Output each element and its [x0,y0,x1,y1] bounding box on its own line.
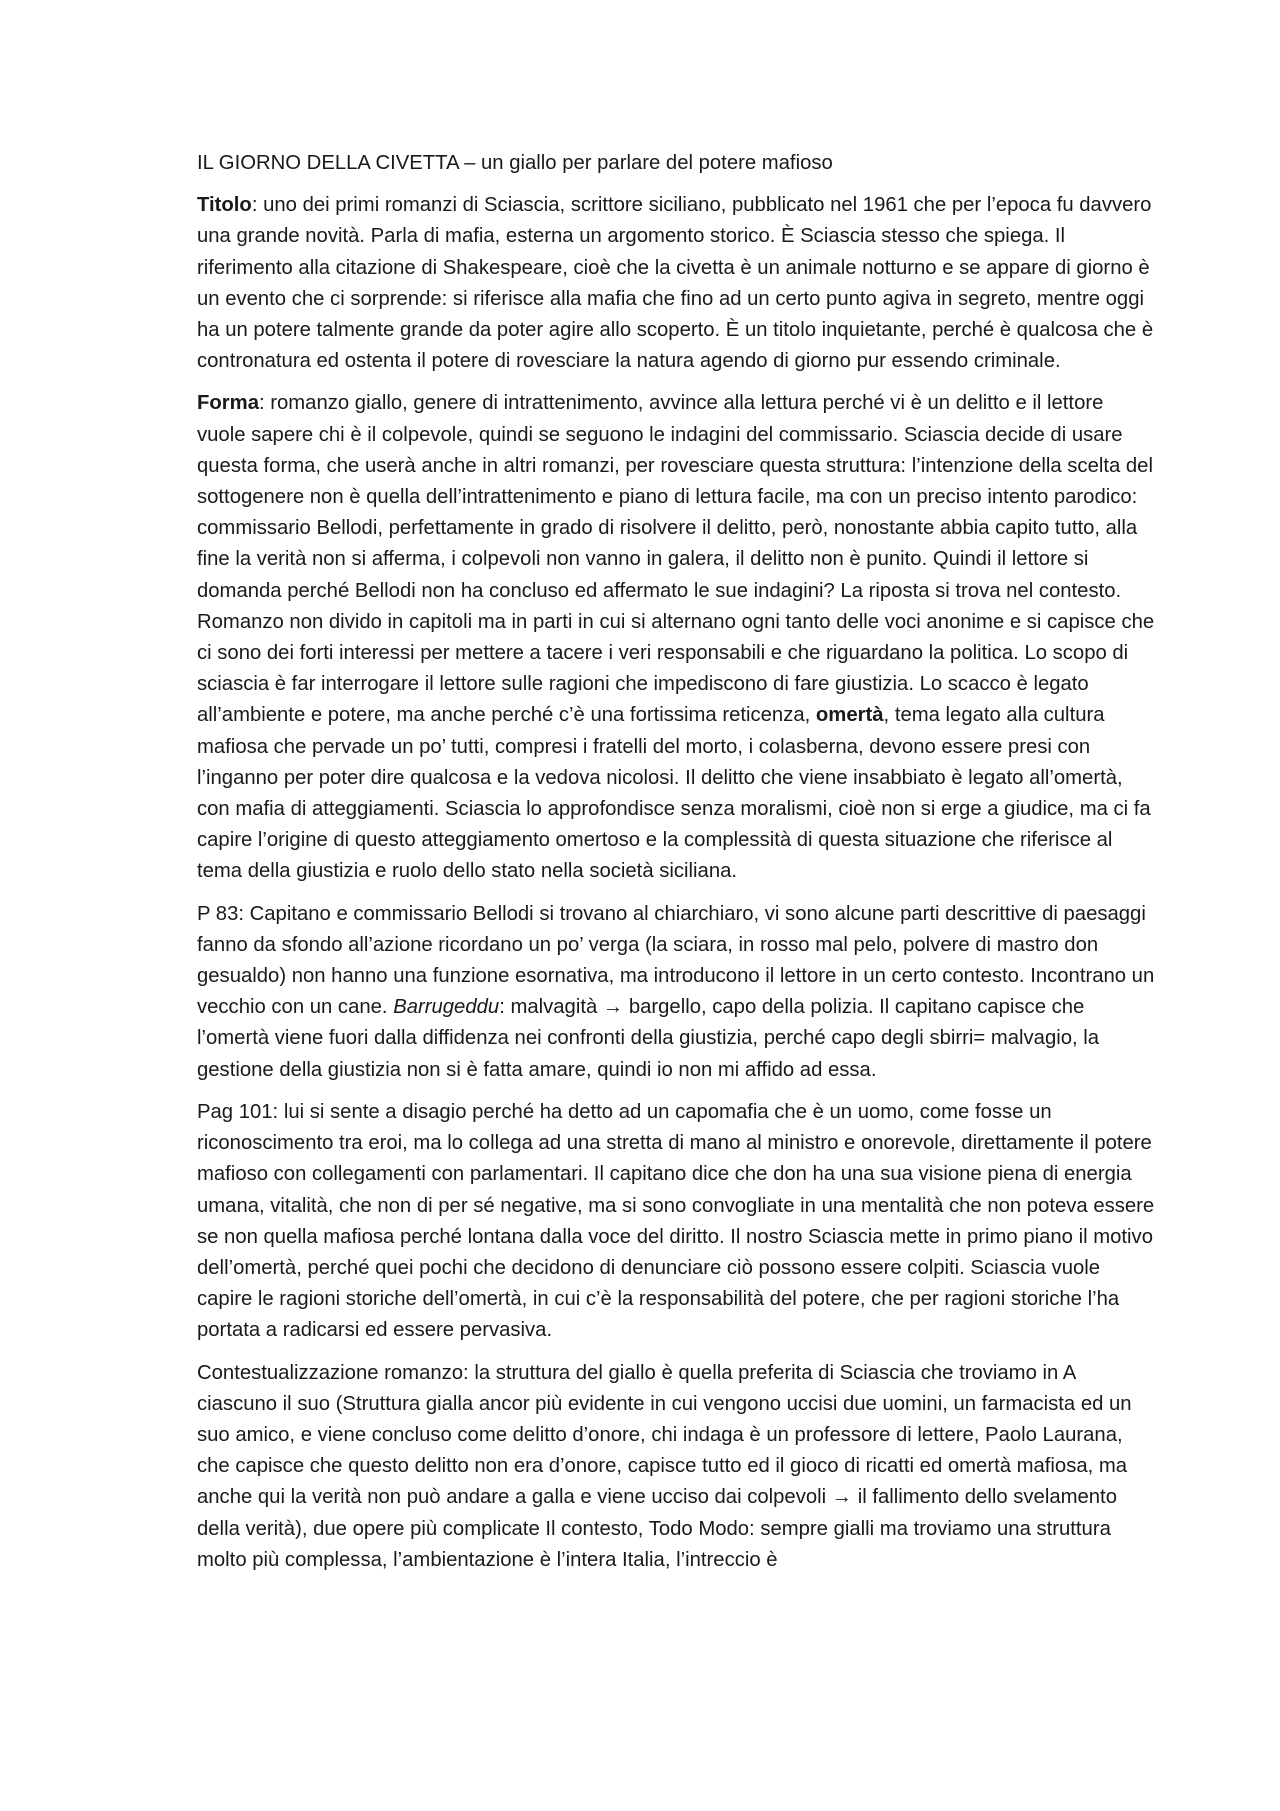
arrow-right-icon: → [831,1486,853,1509]
italic-keyword: Barrugeddu [393,996,500,1019]
paragraph-text: : uno dei primi romanzi di Sciascia, scrittore siciliano, pubblicato nel 1961 che per l’epoca fu davvero una grande novità. Parla di mafia, esterna un argomento storico. È Sciascia stesso che spiega. Il riferimento alla citazione di Shakespeare, cioè che la civetta è un animale notturno e se appare di giorno è un evento che ci sorprende: si riferisce alla mafia che fino ad un certo punto agiva in segreto, mentre oggi ha un potere talmente grande da poter agire allo scoperto. È un titolo inquietante, perché è qualcosa che è contronatura ed ostenta il potere di rovesciare la natura agendo di giorno pur essendo criminale. [197,194,1154,373]
arrow-right-icon: → [602,996,624,1019]
paragraph-forma [197,388,1157,887]
paragraph-text: Contestualizzazione romanzo: la struttura del giallo è quella preferita di Sciascia che troviamo in A ciascuno il suo (Struttura gialla ancor più evidente in cui vengono uccisi due uomini, un farmacista ed un suo amico, e viene concluso come delitto d’onore, chi indaga è un professore di lettere, Paolo Laurana, che capisce che questo delitto non era d’onore, capisce tutto ed il gioco di ricatti ed omertà mafiosa, ma anche qui la verità non può andare a galla e viene ucciso dai colpevoli [197,1361,1132,1509]
paragraph-text: , tema legato alla cultura mafiosa che pervade un po’ tutti, compresi i fratelli del morto, i colasberna, devono essere presi con l’inganno per poter dire qualcosa e la vedova nicolosi. Il delitto che viene insabbiato è legato all’omertà, con mafia di atteggiamenti. Sciascia lo approfondisce senza moralismi, cioè non si erge a giudice, ma ci fa capire l’origine di questo atteggiamento omertoso e la complessità di questa situazione che riferisce al tema della giustizia e ruolo dello stato nella società siciliana. [197,704,1151,883]
paragraph-text: bargello, capo della polizia. Il capitano capisce che l’omertà viene fuori dalla diffidenza nei confronti della giustizia, perché capo degli sbirri= malvagio, la gestione della giustizia non si è fatta amare, quindi io non mi affido ad essa. [197,996,1100,1081]
bold-keyword: omertà [815,704,884,727]
paragraph-pag101 [197,1097,1157,1347]
paragraph-contestualizzazione [197,1358,1157,1576]
document-title: IL GIORNO DELLA CIVETTA – un giallo per parlare del potere mafioso [197,152,833,174]
document-page [197,148,1157,1587]
paragraph-text: P 83: Capitano e commissario Bellodi si trovano al chiarchiaro, vi sono alcune parti descrittive di paesaggi fanno da sfondo all’azione ricordano un po’ verga (la sciara, in rosso mal pelo, polvere di mastro don gesualdo) non hanno una funzione esornativa, ma introducono il lettore in un certo contesto. Incontrano un vecchio con un cane. [197,902,1155,1019]
paragraph-titolo [197,190,1157,377]
paragraph-label: Titolo [197,194,252,217]
paragraph-label: Forma [197,392,259,415]
paragraph-text: : malvagità [499,996,603,1019]
paragraph-text: : romanzo giallo, genere di intrattenimento, avvince alla lettura perché vi è un delitto e il lettore vuole sapere chi è il colpevole, quindi se seguono le indagini del commissario. Sciascia decide di usare questa forma, che userà anche in altri romanzi, per rovesciare questa struttura: l’intenzione della scelta del sottogenere non è quella dell’intrattenimento e piano di lettura facile, ma con un preciso intento parodico: commissario Bellodi, perfettamente in grado di risolvere il delitto, però, nonostante abbia capito tutto, alla fine la verità non si afferma, i colpevoli non vanno in galera, il delitto non è punito. Quindi il lettore si domanda perché Bellodi non ha concluso ed affermato le sue indagini? La riposta si trova nel contesto. Romanzo non divido in capitoli ma in parti in cui si alternano ogni tanto delle voci anonime e si capisce che ci sono dei forti interessi per mettere a tacere i veri responsabili e che riguardano la politica. Lo scopo di sciascia è far interrogare il lettore sulle ragioni che impediscono di fare giustizia. Lo scacco è legato all’ambiente e potere, ma anche perché c’è una fortissima reticenza, [197,392,1155,727]
paragraph-text: il fallimento dello svelamento della verità), due opere più complicate Il contesto, Todo Modo: sempre gialli ma troviamo una struttura molto più complessa, l’ambientazione è l’intera Italia, l’intreccio è [197,1486,1117,1571]
paragraph-text: Pag 101: lui si sente a disagio perché ha detto ad un capomafia che è un uomo, come fosse un riconoscimento tra eroi, ma lo collega ad una stretta di mano al ministro e onorevole, direttamente il potere mafioso con collegamenti con parlamentari. Il capitano dice che don ha una sua visione piena di energia umana, vitalità, che non di per sé negative, ma si sono convogliate in una mentalità che non poteva essere se non quella mafiosa perché lontana dalla voce del diritto. Il nostro Sciascia mette in primo piano il motivo dell’omertà, perché quei pochi che decidono di denunciare ciò possono essere colpiti. Sciascia vuole capire le ragioni storiche dell’omertà, in cui c’è la responsabilità del potere, che per ragioni storiche l’ha portata a radicarsi ed essere pervasiva. [197,1100,1155,1342]
paragraph-p83 [197,899,1157,1086]
